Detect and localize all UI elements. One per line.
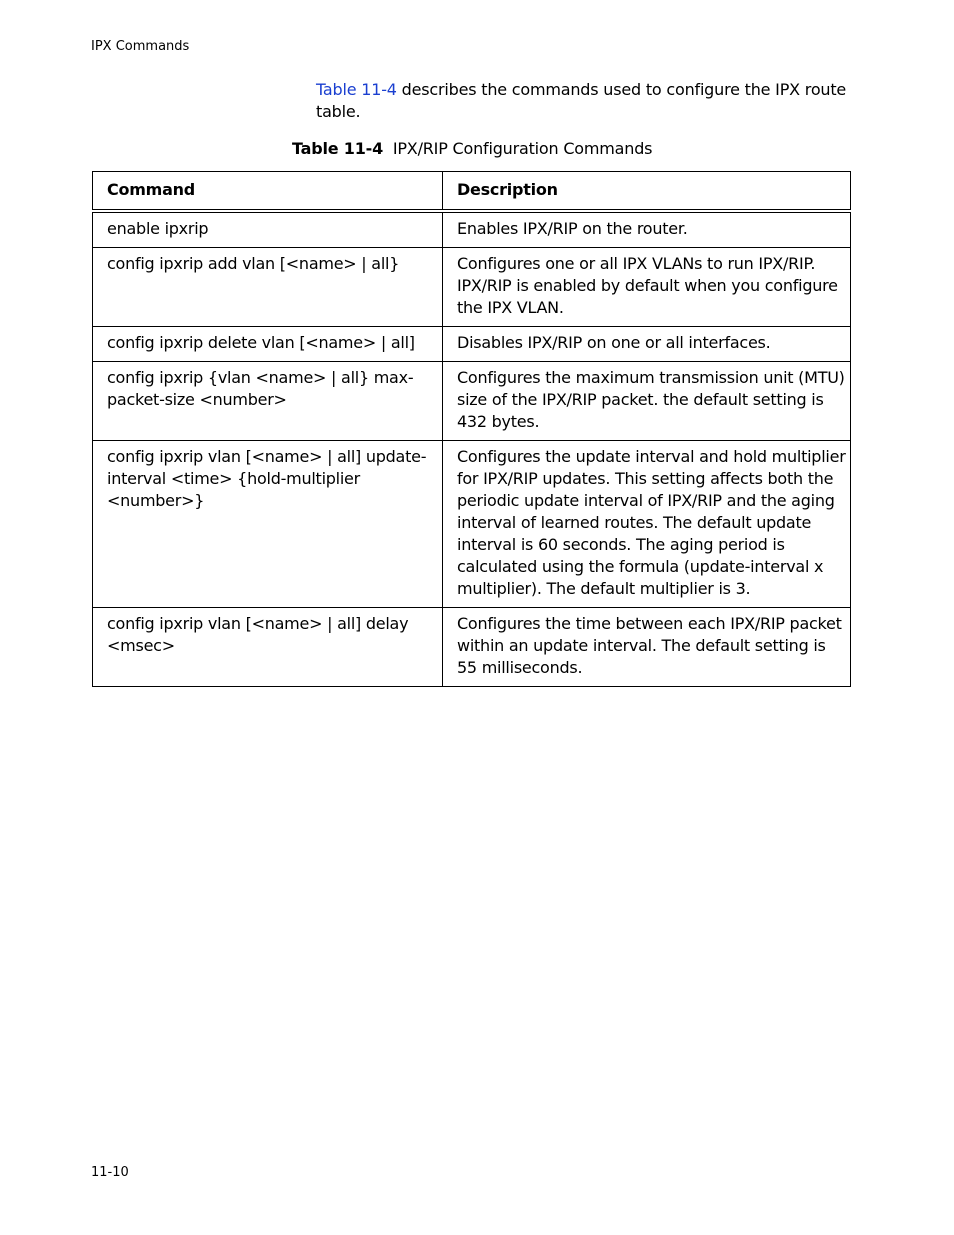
description-cell: Configures the update interval and hold multiplier for IPX/RIP updates. This setting affects both the periodic update interval of IPX/RIP and the aging interval of learned routes. The default update interval is 60 seconds. The aging period is calculated using the formula (update-interval x multiplier). The default multiplier is 3. — [443, 441, 851, 608]
table-row — [93, 327, 851, 362]
command-cell: enable ipxrip — [93, 211, 443, 248]
table-cross-reference-link[interactable]: Table 11-4 — [316, 80, 397, 99]
command-cell: config ipxrip {vlan <name> | all} max-packet-size <number> — [93, 362, 443, 441]
table-header-row — [93, 172, 851, 212]
column-header-command: Command — [93, 172, 443, 212]
table-caption — [292, 138, 652, 160]
table-row — [93, 362, 851, 441]
command-cell: config ipxrip vlan [<name> | all] update-interval <time> {hold-multiplier <number>} — [93, 441, 443, 608]
table-caption-title: IPX/RIP Configuration Commands — [392, 139, 653, 158]
intro-text: describes the commands used to configure the IPX route table. — [316, 80, 847, 121]
intro-paragraph — [316, 79, 856, 123]
page-number: 11-10 — [91, 1165, 129, 1180]
description-cell: Configures one or all IPX VLANs to run IPX/RIP. IPX/RIP is enabled by default when you configure the IPX VLAN. — [443, 248, 851, 327]
table-row — [93, 441, 851, 608]
table-row — [93, 248, 851, 327]
running-header: IPX Commands — [91, 39, 190, 54]
command-cell: config ipxrip vlan [<name> | all] delay <msec> — [93, 608, 443, 687]
column-header-description: Description — [443, 172, 851, 212]
description-cell: Disables IPX/RIP on one or all interfaces. — [443, 327, 851, 362]
table-row — [93, 608, 851, 687]
ipxrip-commands-table — [92, 171, 851, 687]
description-cell: Configures the maximum transmission unit (MTU) size of the IPX/RIP packet. the default setting is 432 bytes. — [443, 362, 851, 441]
description-cell: Configures the time between each IPX/RIP packet within an update interval. The default setting is 55 milliseconds. — [443, 608, 851, 687]
command-cell: config ipxrip delete vlan [<name> | all] — [93, 327, 443, 362]
table-caption-label: Table 11-4 — [292, 139, 384, 158]
command-cell: config ipxrip add vlan [<name> | all} — [93, 248, 443, 327]
table-row — [93, 211, 851, 248]
description-cell: Enables IPX/RIP on the router. — [443, 211, 851, 248]
